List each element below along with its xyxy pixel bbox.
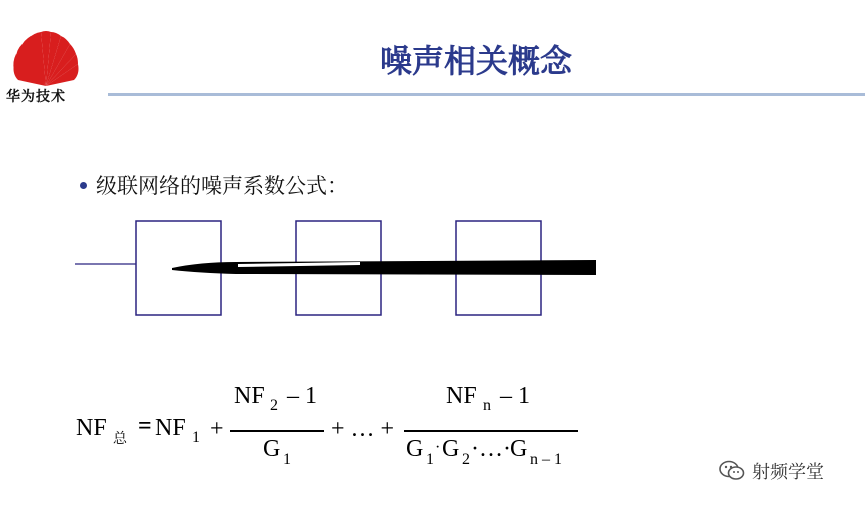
fraction2-denominator-subn: n – 1: [530, 451, 562, 468]
watermark-text: 射频学堂: [752, 462, 824, 483]
formula-plus: +: [210, 416, 224, 442]
page-title: 噪声相关概念: [380, 42, 573, 80]
fraction1-denominator-subscript: 1: [283, 451, 291, 468]
watermark: [718, 458, 824, 484]
wechat-icon: [718, 459, 746, 483]
fraction2-numerator-tail: – 1: [500, 383, 530, 409]
formula-nf-total: NF: [76, 415, 107, 441]
formula-nf1-subscript: 1: [192, 429, 200, 446]
fraction1-numerator-subscript: 2: [270, 397, 278, 414]
fraction1-numerator-tail: – 1: [287, 383, 317, 409]
fraction2-numerator-subscript: n: [483, 397, 491, 414]
formula-ellipsis: + … +: [331, 416, 395, 442]
fraction1-bar: [230, 430, 324, 432]
formula-nf1: NF: [155, 415, 186, 441]
fraction2-numerator-nf: NF: [446, 383, 477, 409]
fraction2-denominator-g1: G: [406, 436, 424, 462]
fraction2-bar: [404, 430, 578, 432]
logo-text: 华为技术: [6, 89, 66, 105]
fraction2-denominator-sub2: 2: [462, 451, 470, 468]
fraction2-denominator-dot1: ·: [435, 439, 441, 456]
fraction2-denominator-g2: G: [442, 436, 460, 462]
formula-equals: =: [138, 413, 152, 439]
fraction2-denominator-middle: ·…·: [471, 436, 511, 462]
formula-total-subscript: 总: [113, 431, 127, 447]
fraction1-denominator-g: G: [263, 436, 281, 462]
bullet-text: 级联网络的噪声系数公式：: [96, 174, 348, 198]
fraction2-denominator-sub1: 1: [426, 451, 434, 468]
fraction1-numerator-nf: NF: [234, 383, 265, 409]
fraction2-denominator-gn: G: [510, 436, 528, 462]
